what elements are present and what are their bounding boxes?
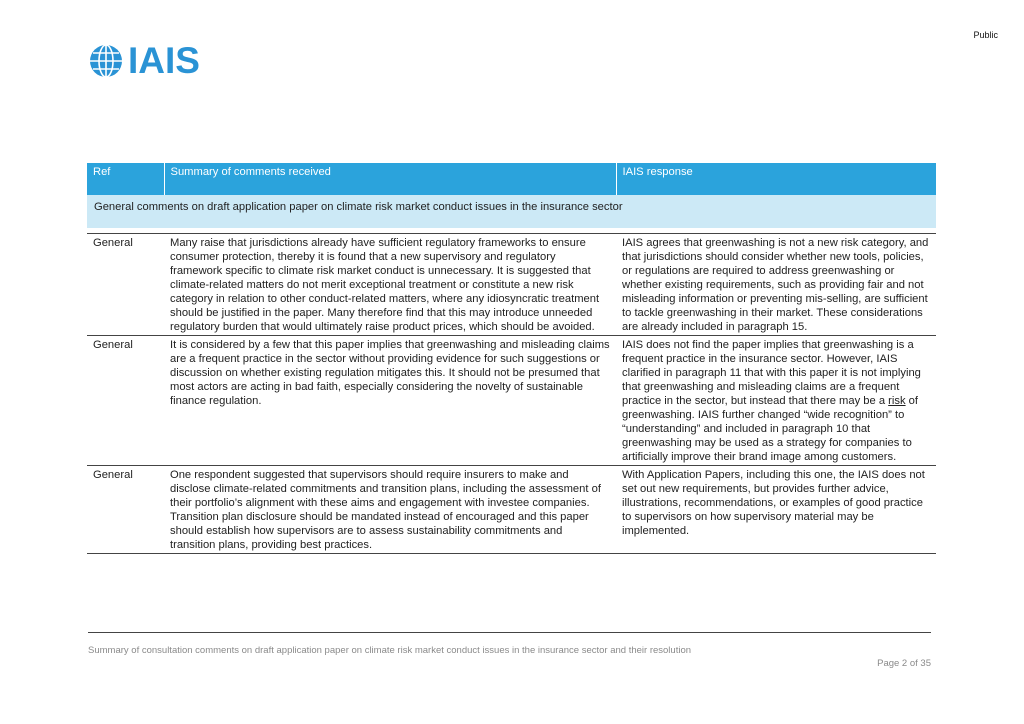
table-row	[87, 234, 936, 336]
row-summary: One respondent suggested that supervisors should require insurers to make and disclose climate-related commitments and transition plans, including the assessment of their portfolio’s alignment with these aims and engagement with investee companies. Transition plan disclosure should be mandated instead of encouraged and this paper should establish how supervisors are to assess sustainability commitments and transition plans, providing best practices.	[164, 466, 616, 554]
classification-label: Public	[973, 30, 998, 40]
column-header-summary: Summary of comments received	[164, 163, 616, 195]
row-response: With Application Papers, including this one, the IAIS does not set out new requirements, but provides further advice, illustrations, recommendations, or examples of good practice to supervisors on how supervisory material may be implemented.	[616, 466, 936, 554]
risk-underlined-word: risk	[888, 395, 906, 407]
page-number: Page 2 of 35	[877, 658, 931, 669]
row-ref: General	[87, 466, 164, 554]
table-row	[87, 466, 936, 554]
section-heading-row	[87, 195, 936, 229]
row-ref: General	[87, 336, 164, 466]
footer-divider	[88, 632, 931, 633]
response-text: of greenwashing. IAIS further changed “wide recognition” to “understanding” and included in paragraph 10 that greenwashing may be used as a strategy for companies to artificially improve their brand image among customers.	[622, 395, 919, 463]
response-text: IAIS does not find the paper implies that greenwashing is a frequent practice in the insurance sector. However, IAIS clarified in paragraph 11 that with this paper it is not implying that greenwashing and misleading claims are a frequent practice in the sector, but instead that there may be a	[622, 339, 921, 407]
row-summary: It is considered by a few that this paper implies that greenwashing and misleading claims are a frequent practice in the sector without providing evidence for such suggestions or discussion on whether existing regulation mitigates this. It should not be presumed that most actors are acting in bad faith, especially considering the novelty of sustainable finance regulation.	[164, 336, 616, 466]
column-header-ref: Ref	[87, 163, 164, 195]
row-ref: General	[87, 234, 164, 336]
iais-logo	[88, 42, 200, 79]
comments-table	[87, 163, 936, 554]
column-header-response: IAIS response	[616, 163, 936, 195]
row-response: IAIS agrees that greenwashing is not a new risk category, and that jurisdictions should consider whether new tools, policies, or regulations are required to address greenwashing or whether existing requirements, such as providing fair and not misleading information or preventing mis-selling, are sufficient to tackle greenwashing in their market. These considerations are already included in paragraph 15.	[616, 234, 936, 336]
footer-title: Summary of consultation comments on draft application paper on climate risk market conduct issues in the insurance sector and their resolution	[88, 645, 692, 656]
globe-icon	[88, 43, 124, 79]
row-response	[616, 336, 936, 466]
section-heading: General comments on draft application paper on climate risk market conduct issues in the insurance sector	[87, 195, 936, 229]
logo-text: IAIS	[128, 40, 200, 81]
table-row	[87, 336, 936, 466]
row-summary: Many raise that jurisdictions already have sufficient regulatory frameworks to ensure consumer protection, thereby it is found that a new supervisory and regulatory framework specific to climate risk market conduct is unnecessary. It is suggested that climate-related matters do not merit exceptional treatment or constitute a new risk category in relation to other conduct-related matters, where any idiosyncratic treatment should be justified in the paper. Many therefore find that this may introduce unneeded regulatory burden that would ultimately raise product prices, which should be avoided.	[164, 234, 616, 336]
table-header-row	[87, 163, 936, 195]
